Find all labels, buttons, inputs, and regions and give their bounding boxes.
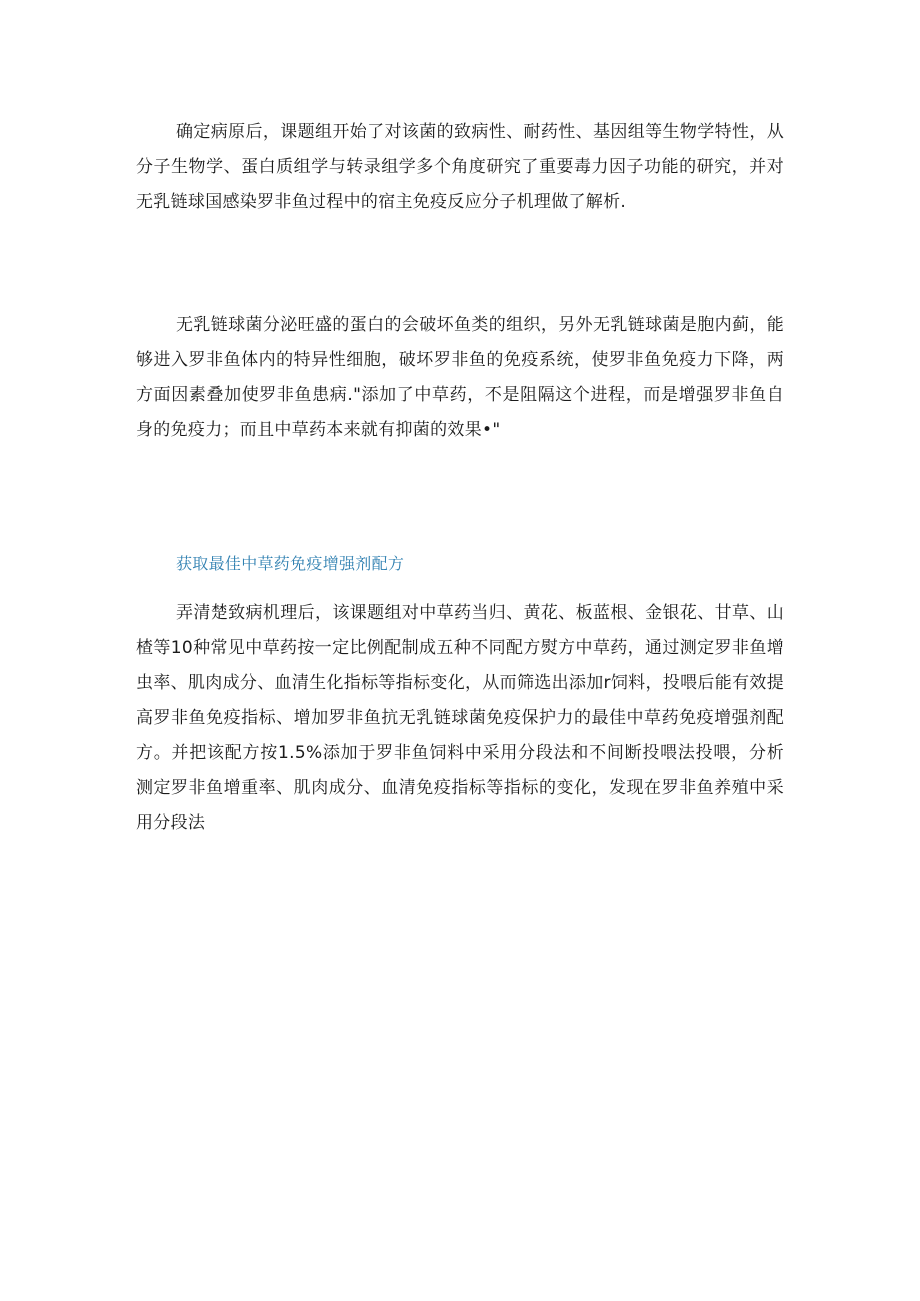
paragraph-herbal-formula: 弄清楚致病机理后，该课题组对中草药当归、黄花、板蓝根、金银花、甘草、山楂等10种常见中草药按一定比例配制成五种不同配方熨方中草药，通过测定罗非鱼增虫率、肌肉成分、血清生化指标等指标变化，从而筛选出添加r饲料，投喂后能有效提高罗非鱼免疫指标、增加罗非鱼抗无乳链球菌免疫保护力的最佳中草药免疫增强剂配方。并把该配方按1.5%添加于罗非鱼饲料中采用分段法和不间断投喂法投喂，分析测定罗非鱼增重率、肌肉成分、血清免疫指标等指标的变化，发现在罗非鱼养殖中采用分段法 — [136, 603, 784, 833]
paragraph-pathogen-research: 确定病原后，课题组开始了对该菌的致病性、耐药性、基因组等生物学特性，从分子生物学、蛋白质组学与转录组学多个角度研究了重要毒力因子功能的研究，并对无乳链球国感染罗非鱼过程中的宿主免疫反应分子机理做了解析. — [136, 122, 784, 212]
paragraph-infection-mechanism: 无乳链球菌分泌旺盛的蛋白的会破坏鱼类的组织，另外无乳链球菌是胞内蓟，能够进入罗非鱼体内的特异性细胞，破坏罗非鱼的免疫系统，使罗非鱼免疫力下降，两方面因素叠加使罗非鱼患病."添加了中草药，不是阻隔这个进程，而是增强罗非鱼自身的免疫力；而且中草药本来就有抑菌的效果•" — [136, 315, 784, 440]
section-heading: 获取最佳中草药免疫增强剂配方 — [176, 554, 405, 573]
